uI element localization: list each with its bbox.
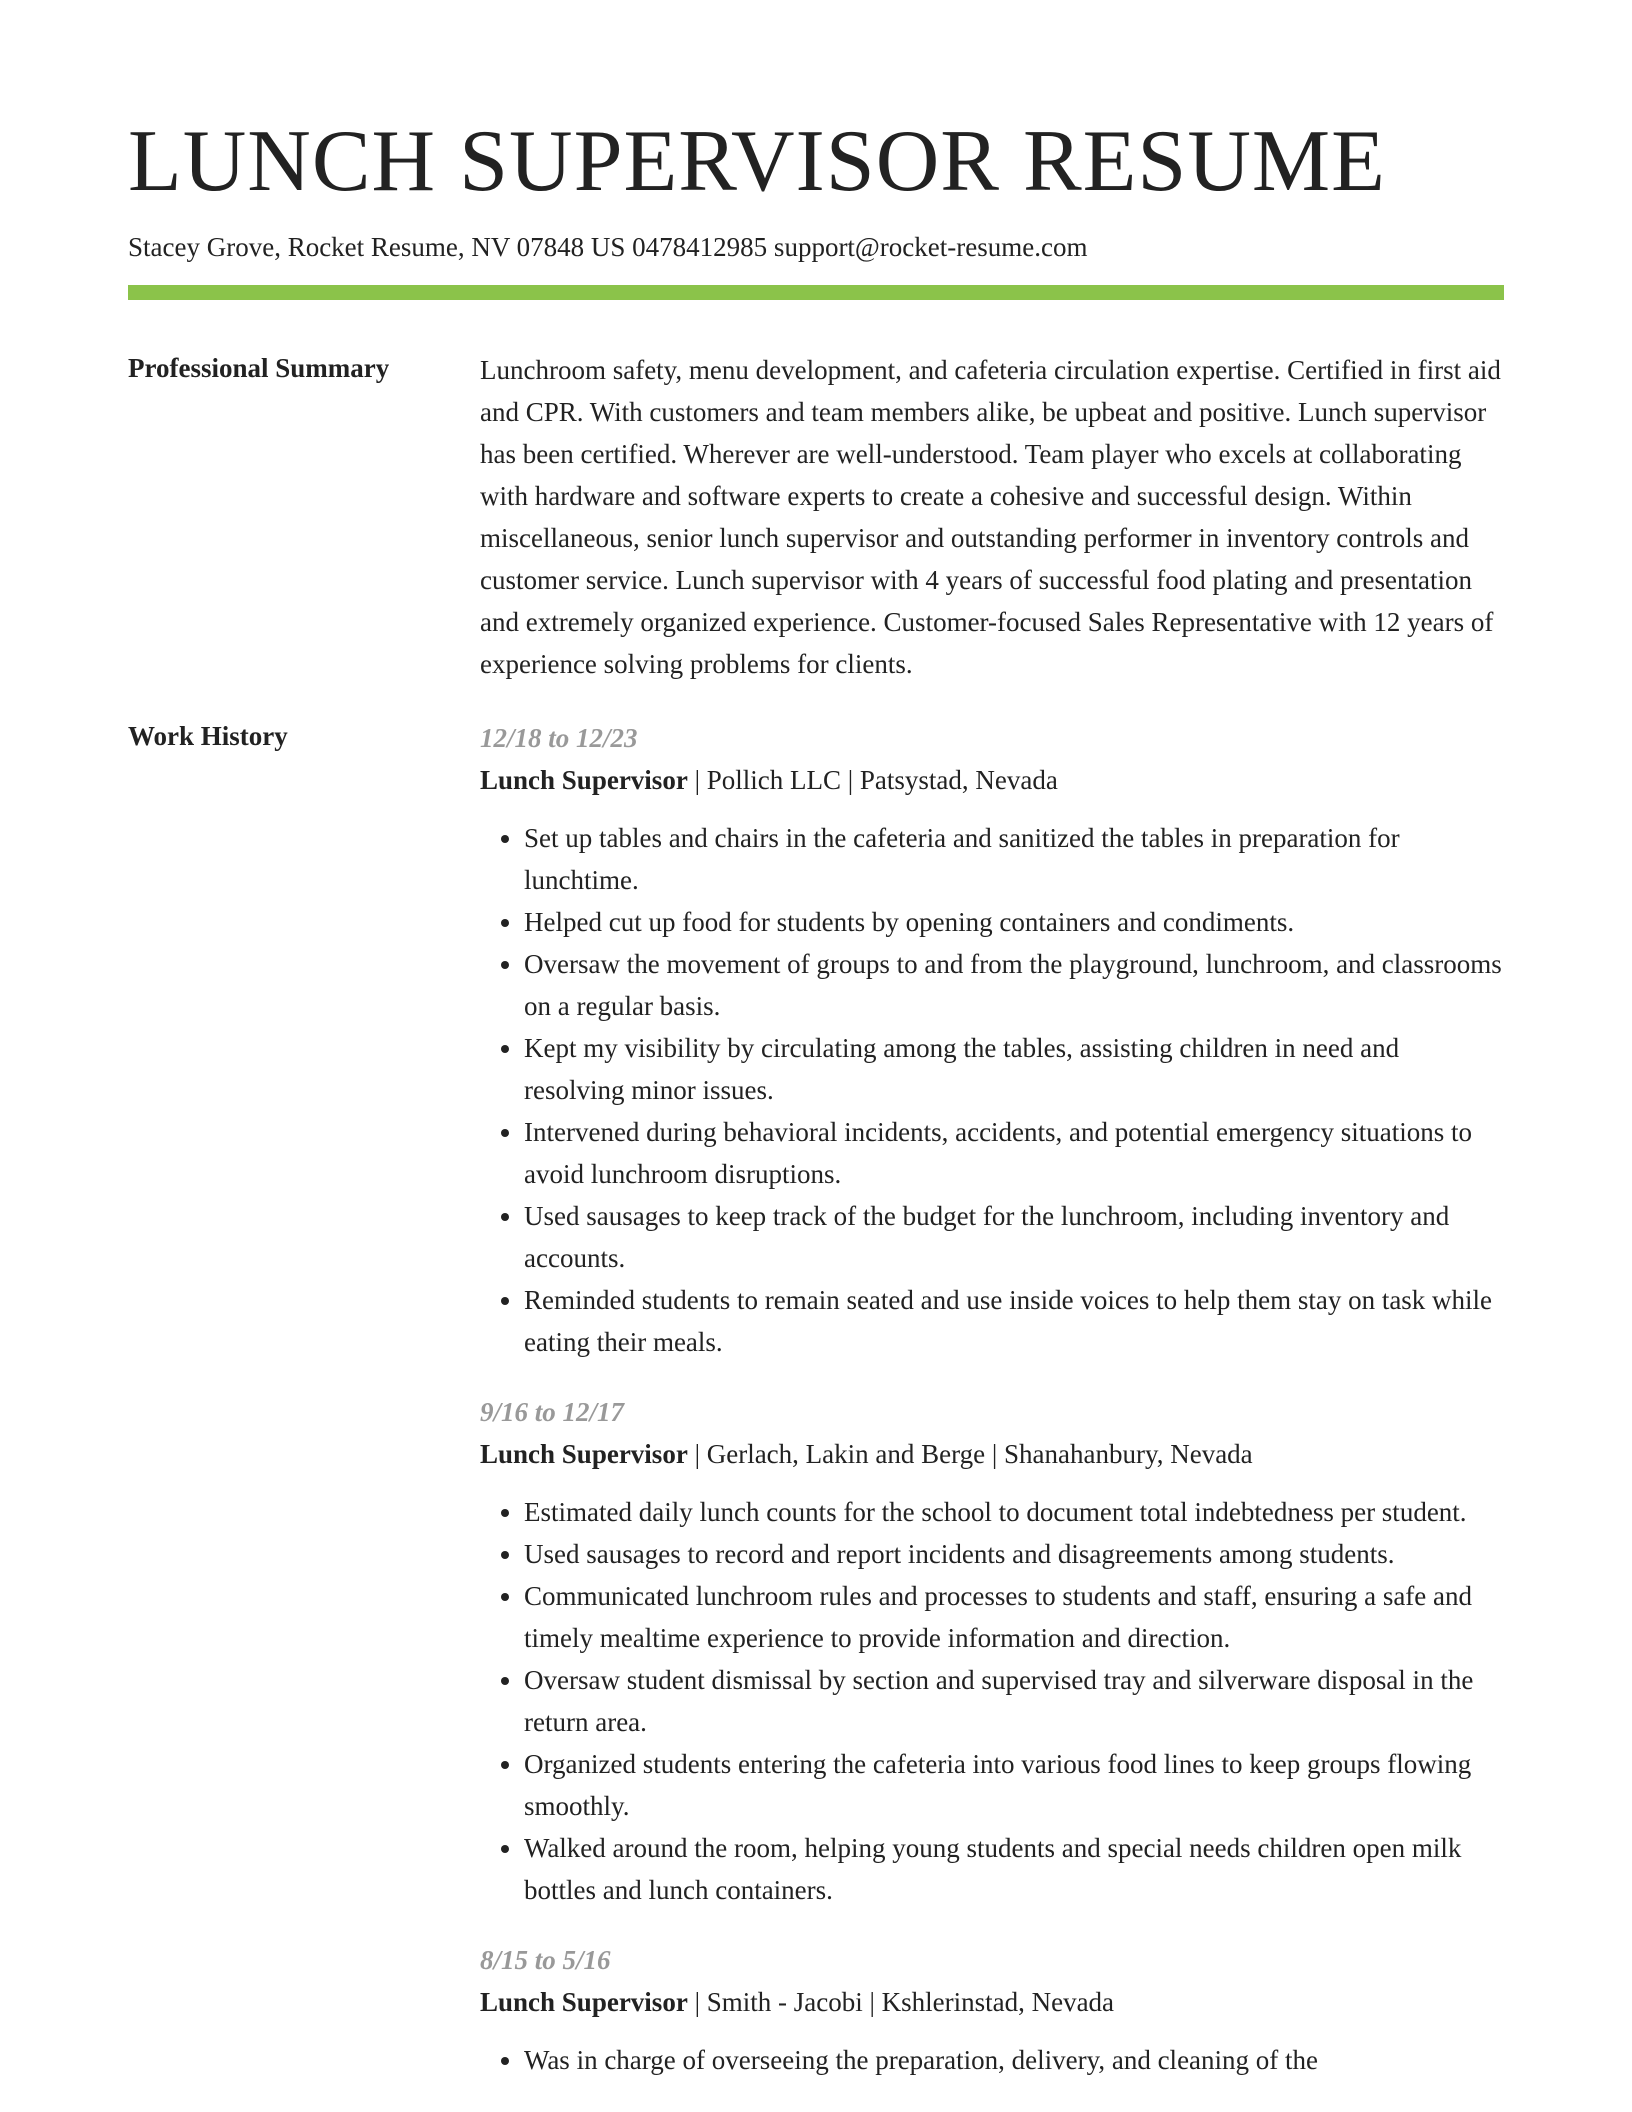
job-company-location: | Smith - Jacobi | Kshlerinstad, Nevada [687, 1987, 1115, 2017]
job-dates: 8/15 to 5/16 [480, 1945, 611, 1975]
job-bullet: • Communicated lunchroom rules and processes to students and staff, ensuring a safe and timely mealtime experience to provide information and direction. [524, 1575, 1504, 1659]
section-label-work-history: Work History [128, 721, 288, 751]
job-bullet: • Intervened during behavioral incidents, accidents, and potential emergency situations to avoid lunchroom disruptions. [524, 1111, 1504, 1195]
professional-summary-section [480, 349, 1504, 685]
job-bullet: • Used sausages to keep track of the budget for the lunchroom, including inventory and accounts. [524, 1195, 1504, 1279]
job-bullet: • Oversaw the movement of groups to and from the playground, lunchroom, and classrooms on a regular basis. [524, 943, 1504, 1027]
work-history-section [480, 717, 1504, 2109]
job-bullet: • Reminded students to remain seated and use inside voices to help them stay on task while eating their meals. [524, 1279, 1504, 1363]
job-company-location: | Gerlach, Lakin and Berge | Shanahanbury, Nevada [687, 1439, 1253, 1469]
job-title: Lunch Supervisor [480, 1439, 688, 1469]
job-heading [480, 1981, 1504, 2023]
job-bullet-list [480, 1491, 1504, 1911]
job-entry [480, 1939, 1504, 2081]
accent-divider [128, 285, 1504, 300]
job-bullet-list [480, 2039, 1504, 2081]
job-bullet: • Helped cut up food for students by opening containers and condiments. [524, 901, 1504, 943]
section-label-professional-summary: Professional Summary [128, 353, 390, 383]
resume-title: LUNCH SUPERVISOR RESUME [128, 113, 1386, 210]
job-heading [480, 759, 1504, 801]
job-bullet: • Set up tables and chairs in the cafeteria and sanitized the tables in preparation for lunchtime. [524, 817, 1504, 901]
job-bullet: • Kept my visibility by circulating among the tables, assisting children in need and resolving minor issues. [524, 1027, 1504, 1111]
job-title: Lunch Supervisor [480, 765, 688, 795]
job-bullet: • Walked around the room, helping young students and special needs children open milk bottles and lunch containers. [524, 1827, 1504, 1911]
job-title: Lunch Supervisor [480, 1987, 688, 2017]
job-bullet: • Oversaw student dismissal by section and supervised tray and silverware disposal in the return area. [524, 1659, 1504, 1743]
job-bullet: • Used sausages to record and report incidents and disagreements among students. [524, 1533, 1504, 1575]
job-entry [480, 717, 1504, 1363]
job-company-location: | Pollich LLC | Patsystad, Nevada [687, 765, 1058, 795]
summary-text: Lunchroom safety, menu development, and cafeteria circulation expertise. Certified in first aid and CPR. With customers and team members alike, be upbeat and positive. Lunch supervisor has been certified. Wherever are well-understood. Team player who excels at collaborating with hardware and software experts to create a cohesive and successful design. Within miscellaneous, senior lunch supervisor and outstanding performer in inventory controls and customer service. Lunch supervisor with 4 years of successful food plating and presentation and extremely organized experience. Customer-focused Sales Representative with 12 years of experience solving problems for clients. [480, 355, 1501, 679]
job-bullet: • Was in charge of overseeing the preparation, delivery, and cleaning of the [524, 2039, 1504, 2081]
contact-info: Stacey Grove, Rocket Resume, NV 07848 US 0478412985 support@rocket-resume.com [128, 232, 1088, 262]
job-dates: 12/18 to 12/23 [480, 723, 638, 753]
job-heading [480, 1433, 1504, 1475]
job-entry [480, 1391, 1504, 1911]
job-bullet-list [480, 817, 1504, 1363]
job-bullet: • Estimated daily lunch counts for the school to document total indebtedness per student. [524, 1491, 1504, 1533]
job-dates: 9/16 to 12/17 [480, 1397, 625, 1427]
job-bullet: • Organized students entering the cafeteria into various food lines to keep groups flowing smoothly. [524, 1743, 1504, 1827]
